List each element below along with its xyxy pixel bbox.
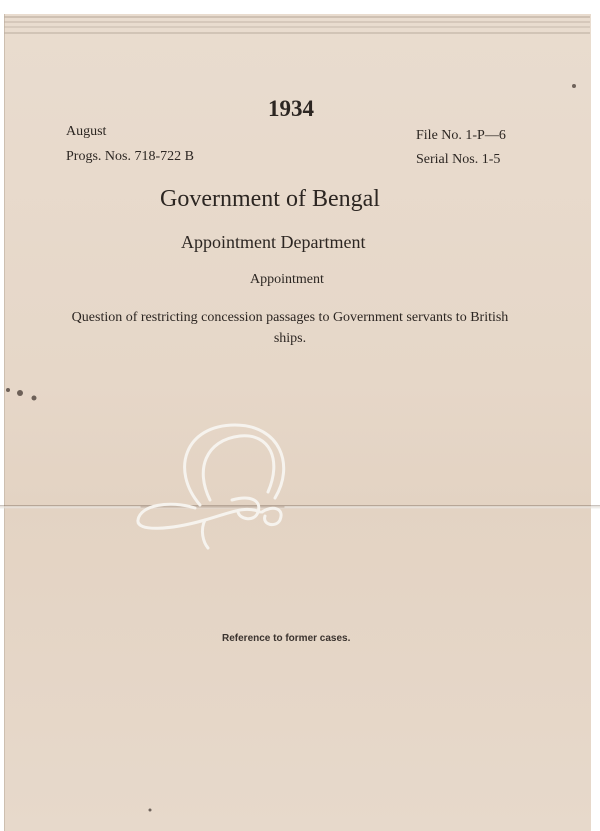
month: August <box>66 124 107 139</box>
government-title: Government of Bengal <box>160 186 380 212</box>
file-number: File No. 1-P—6 <box>416 128 506 143</box>
proceedings-numbers: Progs. Nos. 718-722 B <box>66 149 194 164</box>
reference-note: Reference to former cases. <box>222 633 351 644</box>
subject-text: Question of restricting concession passages to Government servants to British ships. <box>71 310 509 346</box>
section-title: Appointment <box>250 272 324 287</box>
department-title: Appointment Department <box>181 232 366 252</box>
year: 1934 <box>268 96 314 121</box>
serial-numbers: Serial Nos. 1-5 <box>416 152 501 167</box>
